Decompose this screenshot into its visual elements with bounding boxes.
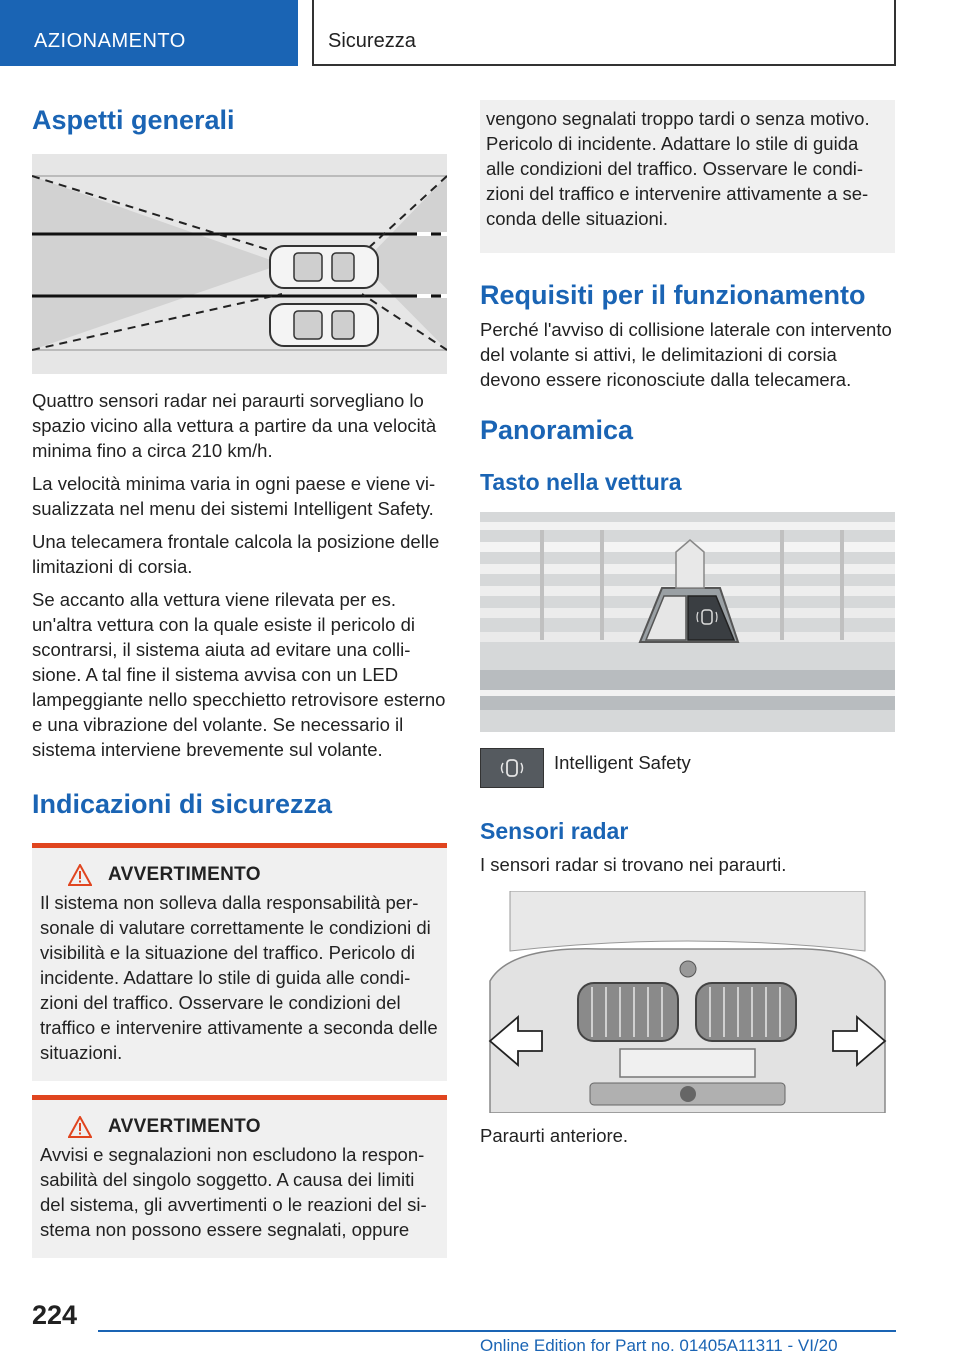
- warning-text-1: Il sistema non solleva dalla responsabilità personale di valutare correttamente le condizioni di visibilità e la situazione del traffico. Pericolo di incidente. Adattare lo stile di guida alle condizioni del traffico. Osservare le condizioni del traffico e intervenire attivamente a seconda delle situazioni.: [40, 891, 438, 1063]
- warning-triangle-icon: [68, 864, 92, 886]
- car-lower: [270, 304, 378, 346]
- warning-text-2-continued: vengono segnalati troppo tardi o senza motivo. Pericolo di incidente. Adattare lo stile di guida alle condizioni del traffico. Osservare le condizioni del traffico e intervenire attivamente a seconda delle situazioni.: [486, 108, 870, 229]
- heading-aspetti-generali: Aspetti generali: [32, 105, 235, 135]
- heading-requisiti: Requisiti per il funzionamento: [480, 280, 866, 310]
- footer-divider: [98, 1330, 896, 1332]
- front-bumper-illustration: [480, 891, 895, 1113]
- page-number: 224: [32, 1300, 78, 1330]
- paragraph-sensori-radar: Quattro sensori radar nei paraurti sorvegliano lo spazio vicino alla vettura a partire da una velocità minima fino a circa 210 km/h.: [32, 390, 437, 462]
- lane-diagram: [32, 154, 447, 374]
- left-column: [32, 100, 447, 1258]
- right-column: [480, 100, 895, 1148]
- warning-text-2: Avvisi e segnalazioni non escludono la responsabilità del singolo soggetto. A causa dei limiti del sistema, gli avvertimenti o le reazioni del sistema non possono essere segnalati, oppure: [40, 1143, 427, 1240]
- intelligent-safety-button[interactable]: [480, 748, 544, 788]
- paragraph-telecamera: Una telecamera frontale calcola la posizione delle limitazioni di corsia.: [32, 531, 440, 578]
- warning-box-2-continued: [480, 100, 895, 253]
- front-bumper-figure: [480, 891, 895, 1113]
- footer-edition: Online Edition for Part no. 01405A11311 - VI/20: [480, 1336, 838, 1355]
- heading-indicazioni-sicurezza: Indicazioni di sicurezza: [32, 789, 333, 820]
- warning-title-2: AVVERTIMENTO: [108, 1115, 261, 1137]
- warning-box-2: [32, 1095, 447, 1258]
- page-header: [0, 0, 960, 66]
- intelligent-safety-icon: [498, 756, 526, 780]
- button-label-intelligent-safety: Intelligent Safety: [554, 752, 691, 774]
- paragraph-requisiti: Perché l'avviso di collisione laterale con intervento del volante si attivi, le delimitazioni di corsia devono essere riconosciute dalla telecamera.: [480, 319, 892, 391]
- button-location-figure: [480, 512, 895, 732]
- lane-diagram-figure: [32, 154, 447, 374]
- paragraph-sensori-posizione: I sensori radar si trovano nei paraurti.: [480, 853, 787, 875]
- dashboard-button-photo: [480, 512, 895, 732]
- warning-header-1: [40, 864, 439, 886]
- paragraph-collisione: Se accanto alla vettura viene rilevata per es. un'altra vettura con la quale esiste il pericolo di scontrarsi, il sistema aiuta ad evitare una collisione. A tal fine il sistema avvisa con un LED lampeggiante nello specchietto retrovisore esterno e una vibrazione del volante. Se necessario il sistema interviene brevemente sul volante.: [32, 589, 446, 761]
- chapter-title: Sicurezza: [312, 0, 896, 66]
- paragraph-velocita-minima: La velocità minima varia in ogni paese e viene visualizzata nel menu dei sistemi Intelligent Safety.: [32, 473, 436, 520]
- section-tab[interactable]: AZIONAMENTO: [0, 0, 298, 66]
- warning-box-1: [32, 843, 447, 1081]
- warning-header-2: [40, 1116, 439, 1138]
- heading-sensori-radar: Sensori radar: [480, 818, 629, 845]
- figure-caption-paraurti: Paraurti anteriore.: [480, 1124, 629, 1146]
- heading-panoramica: Panoramica: [480, 415, 634, 446]
- warning-triangle-icon: [68, 1116, 92, 1138]
- car-upper: [270, 246, 378, 288]
- heading-tasto-vettura: Tasto nella vettura: [480, 468, 682, 495]
- button-legend: [480, 748, 895, 788]
- warning-title-1: AVVERTIMENTO: [108, 863, 261, 885]
